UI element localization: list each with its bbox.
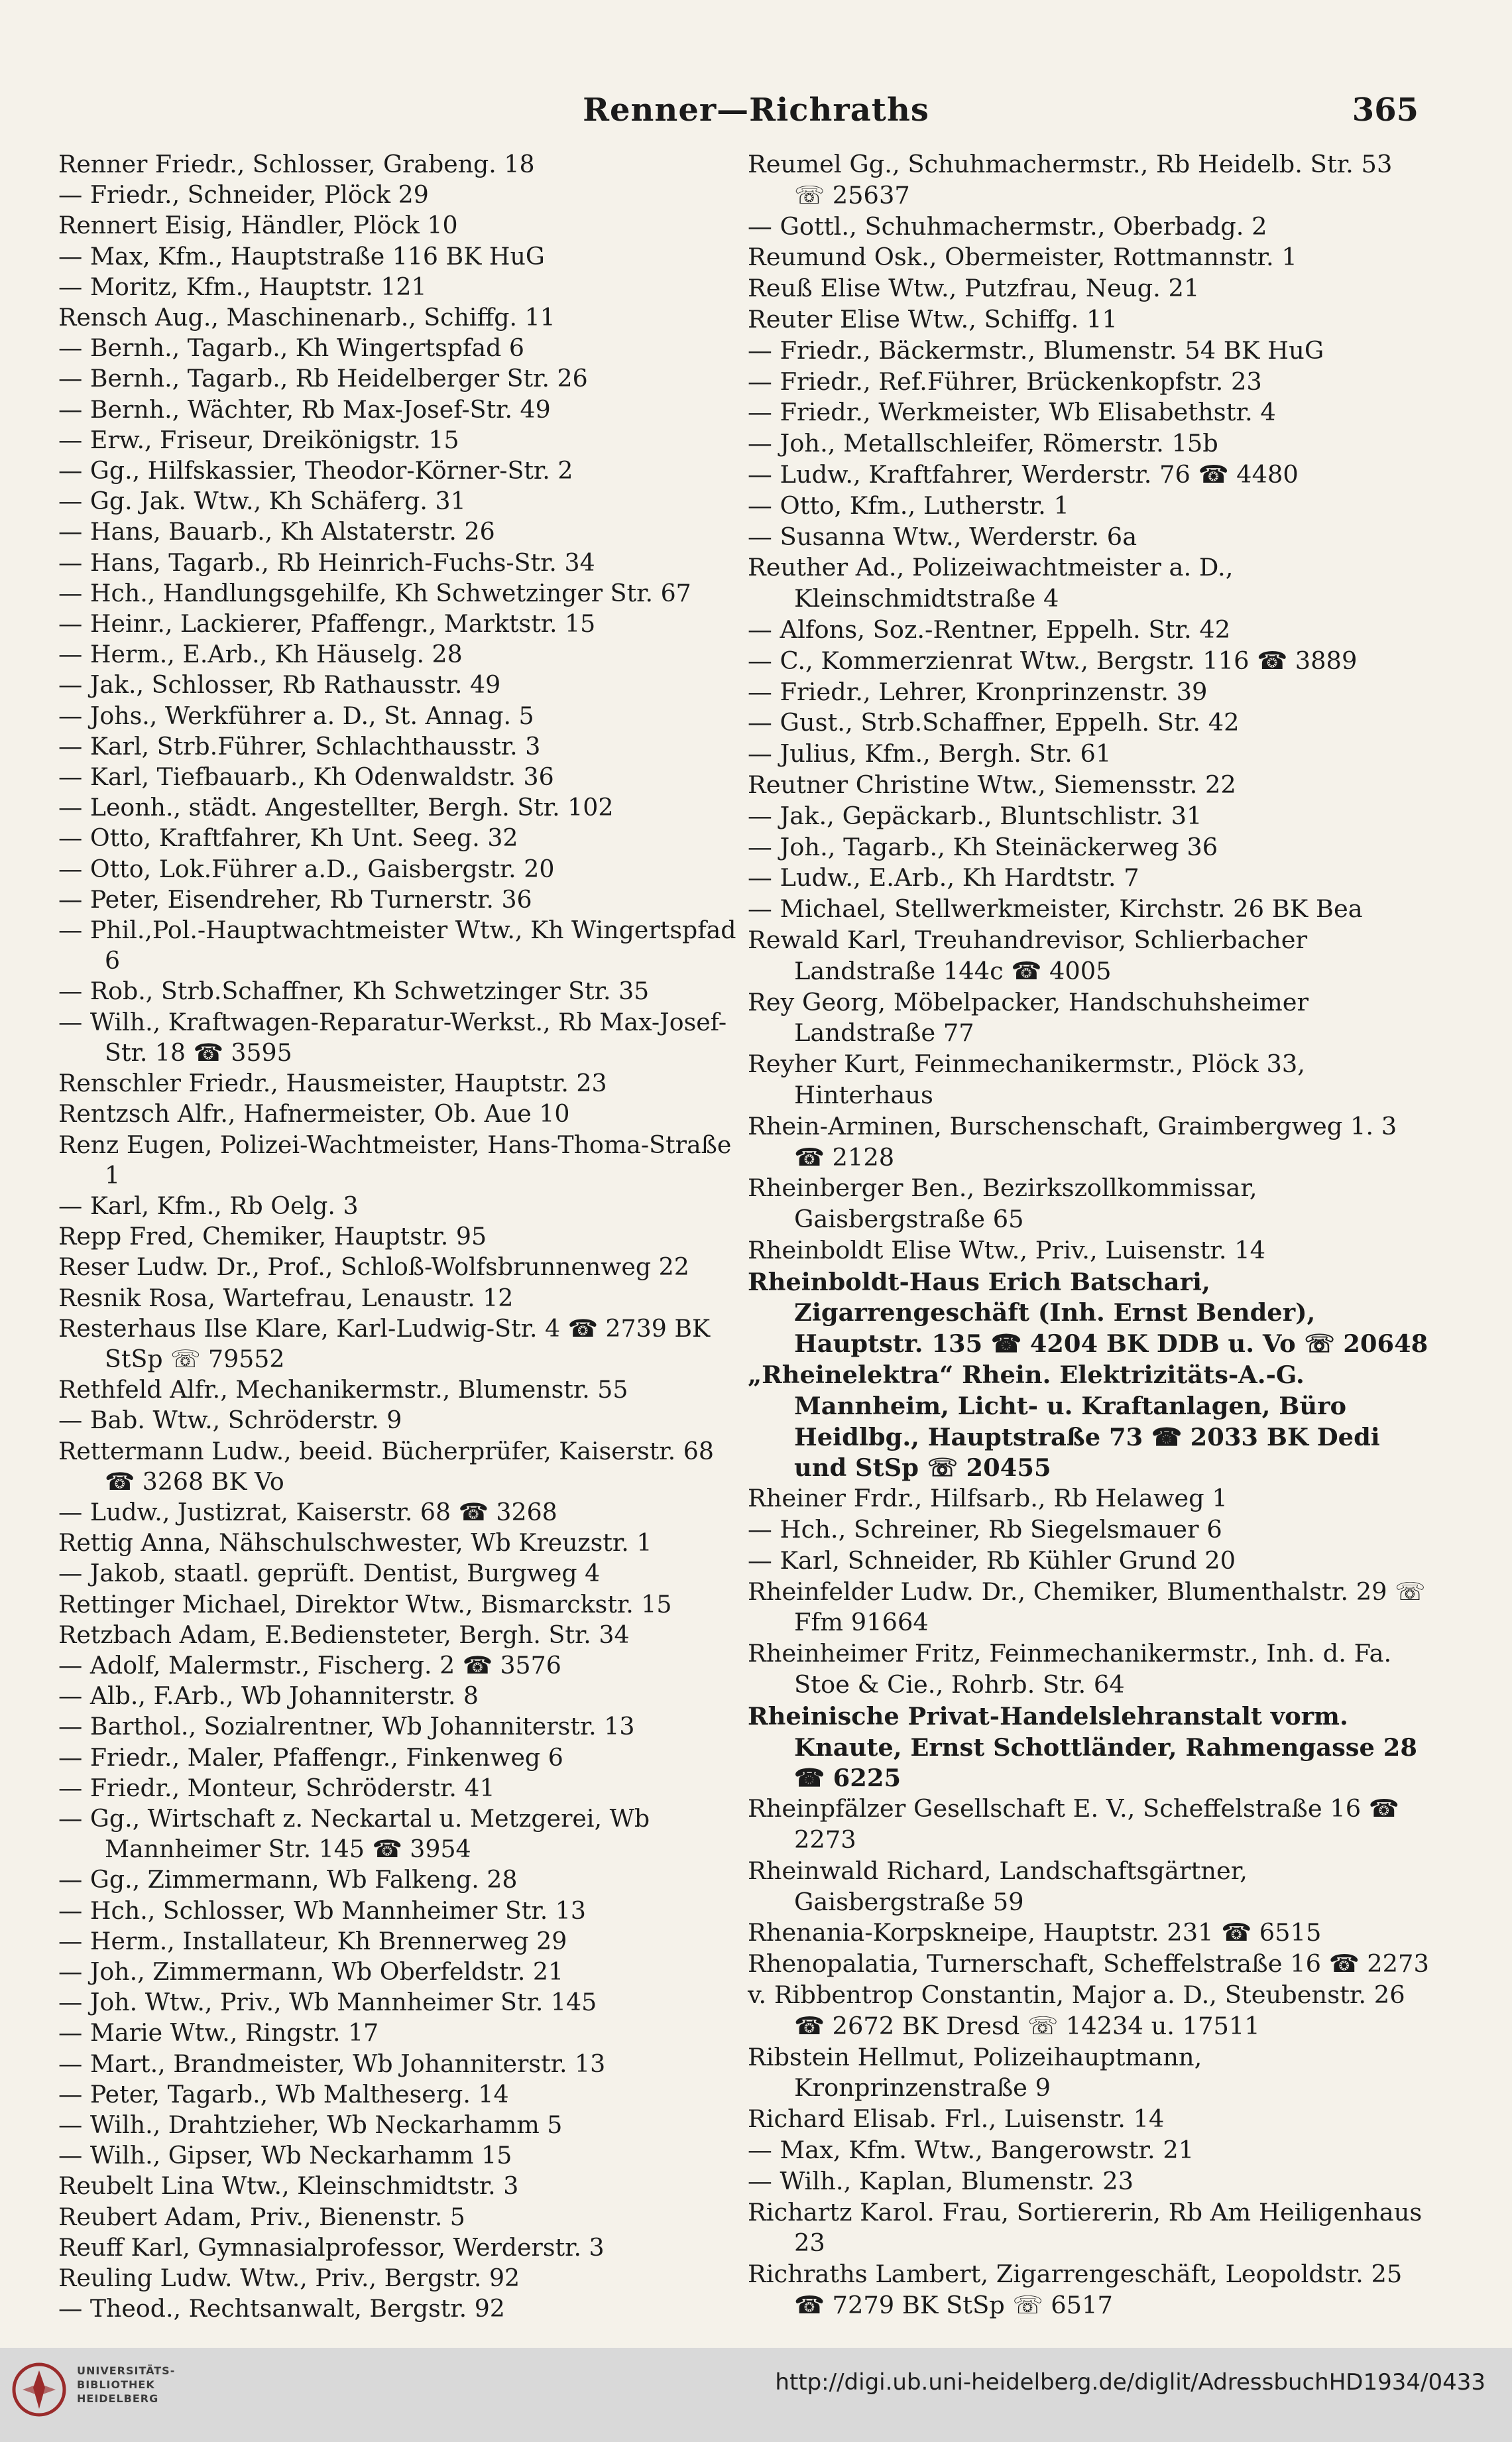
- directory-entry: Rettig Anna, Nähschulschwester, Wb Kreuzstr. 1: [58, 1528, 652, 1557]
- directory-entry: — Mart., Brandmeister, Wb Johanniterstr. 13: [58, 2049, 606, 2078]
- directory-entry: — Herm., Installateur, Kh Brennerweg 29: [58, 1926, 567, 1955]
- directory-entry: — Alb., F.Arb., Wb Johanniterstr. 8: [58, 1681, 479, 1711]
- directory-entry: — Hch., Schlosser, Wb Mannheimer Str. 13: [58, 1896, 586, 1925]
- directory-entry: — Alfons, Soz.-Rentner, Eppelh. Str. 42: [748, 615, 1231, 644]
- directory-entry: Resnik Rosa, Wartefrau, Lenaustr. 12: [58, 1283, 514, 1312]
- directory-entry: Rheiner Frdr., Hilfsarb., Rb Helaweg 1: [748, 1484, 1228, 1513]
- directory-entry: Richard Elisab. Frl., Luisenstr. 14: [748, 2105, 1165, 2134]
- directory-entry: — Marie Wtw., Ringstr. 17: [58, 2018, 379, 2047]
- directory-entry: Reuter Elise Wtw., Schiffg. 11: [748, 304, 1118, 334]
- logo-line-1: UNIVERSITÄTS-: [77, 2364, 176, 2377]
- directory-entry: — Moritz, Kfm., Hauptstr. 121: [58, 272, 427, 301]
- directory-entry: — Karl, Kfm., Rb Oelg. 3: [58, 1191, 359, 1220]
- directory-entry: Richraths Lambert, Zigarrengeschäft, Leopoldstr. 25 ☎ 7279 BK StSp ☏ 6517: [748, 2260, 1403, 2319]
- directory-entry: Rennert Eisig, Händler, Plöck 10: [58, 211, 458, 240]
- directory-entry: Repp Fred, Chemiker, Hauptstr. 95: [58, 1222, 487, 1251]
- directory-entry: Reser Ludw. Dr., Prof., Schloß-Wolfsbrunnenweg 22: [58, 1252, 689, 1282]
- directory-entry: Reuff Karl, Gymnasialprofessor, Werderstr. 3: [58, 2232, 605, 2262]
- directory-entry: — Hch., Handlungsgehilfe, Kh Schwetzinger Str. 67: [58, 578, 691, 607]
- left-column: [58, 149, 741, 2324]
- directory-entry: — Wilh., Kraftwagen-Reparatur-Werkst., Rb Max-Josef-Str. 18 ☎ 3595: [58, 1007, 727, 1067]
- directory-entry: — Peter, Tagarb., Wb Maltheserg. 14: [58, 2079, 509, 2108]
- directory-entry: Rhenania-Korpskneipe, Hauptstr. 231 ☎ 6515: [748, 1918, 1322, 1947]
- directory-entry: Rheinboldt-Haus Erich Batschari, Zigarrengeschäft (Inh. Ernst Bender), Hauptstr. 135 ☎ 4204 BK DDB u. Vo ☏ 20648: [748, 1266, 1428, 1359]
- directory-entry: Rhenopalatia, Turnerschaft, Scheffelstraße 16 ☎ 2273: [748, 1949, 1429, 1979]
- directory-entry: — Erw., Friseur, Dreikönigstr. 15: [58, 425, 459, 454]
- directory-entry: — Ludw., Justizrat, Kaiserstr. 68 ☎ 3268: [58, 1497, 557, 1526]
- library-seal-icon: [11, 2361, 68, 2418]
- directory-entry: — Wilh., Kaplan, Blumenstr. 23: [748, 2166, 1134, 2195]
- directory-entry: Rheinfelder Ludw. Dr., Chemiker, Blumenthalstr. 29 ☏ Ffm 91664: [748, 1577, 1426, 1637]
- right-column: [748, 149, 1430, 2321]
- directory-entry: Renz Eugen, Polizei-Wachtmeister, Hans-Thoma-Straße 1: [58, 1130, 732, 1190]
- directory-entry: — Joh., Zimmermann, Wb Oberfeldstr. 21: [58, 1957, 564, 1986]
- directory-entry: — Friedr., Lehrer, Kronprinzenstr. 39: [748, 677, 1208, 706]
- directory-entry: — Phil.,Pol.-Hauptwachtmeister Wtw., Kh Wingertspfad 6: [58, 916, 736, 975]
- directory-entry: — C., Kommerzienrat Wtw., Bergstr. 116 ☎ 3889: [748, 646, 1358, 675]
- directory-entry: — Joh., Metallschleifer, Römerstr. 15b: [748, 429, 1218, 458]
- directory-entry: — Herm., E.Arb., Kh Häuselg. 28: [58, 640, 463, 669]
- source-url-link[interactable]: http://digi.ub.uni-heidelberg.de/diglit/AdressbuchHD1934/0433: [775, 2369, 1485, 2396]
- page-title: Renner—Richraths: [583, 92, 929, 129]
- directory-entry: Reuther Ad., Polizeiwachtmeister a. D., Kleinschmidtstraße 4: [748, 553, 1234, 613]
- directory-entry: — Jak., Schlosser, Rb Rathausstr. 49: [58, 670, 501, 700]
- directory-entry: Reubert Adam, Priv., Bienenstr. 5: [58, 2202, 465, 2231]
- directory-entry: Rensch Aug., Maschinenarb., Schiffg. 11: [58, 303, 555, 332]
- directory-entry: Reumel Gg., Schuhmachermstr., Rb Heidelb. Str. 53 ☏ 25637: [748, 150, 1393, 210]
- directory-entry: — Peter, Eisendreher, Rb Turnerstr. 36: [58, 885, 532, 914]
- directory-entry: — Ludw., E.Arb., Kh Hardtstr. 7: [748, 863, 1139, 892]
- logo-line-2: BIBLIOTHEK: [77, 2378, 155, 2391]
- directory-entry: — Jak., Gepäckarb., Bluntschlistr. 31: [748, 801, 1202, 830]
- directory-entry: Rheinpfälzer Gesellschaft E. V., Scheffelstraße 16 ☎ 2273: [748, 1794, 1399, 1855]
- directory-entry: Rheinberger Ben., Bezirkszollkommissar, Gaisbergstraße 65: [748, 1174, 1257, 1234]
- directory-entry: — Julius, Kfm., Bergh. Str. 61: [748, 739, 1112, 768]
- directory-entry: — Karl, Tiefbauarb., Kh Odenwaldstr. 36: [58, 763, 554, 792]
- footer-bar: [0, 2348, 1512, 2442]
- directory-entry: v. Ribbentrop Constantin, Major a. D., Steubenstr. 26 ☎ 2672 BK Dresd ☏ 14234 u. 17511: [748, 1981, 1405, 2040]
- directory-entry: — Max, Kfm., Hauptstraße 116 BK HuG: [58, 241, 545, 271]
- directory-entry: — Bernh., Tagarb., Kh Wingertspfad 6: [58, 334, 524, 363]
- directory-entry: Rethfeld Alfr., Mechanikermstr., Blumenstr. 55: [58, 1375, 628, 1404]
- directory-entry: Reutner Christine Wtw., Siemensstr. 22: [748, 770, 1236, 799]
- directory-entry: Rheinische Privat-Handelslehranstalt vorm. Knaute, Ernst Schottländer, Rahmengasse 28 ☎ 6225: [748, 1701, 1417, 1793]
- library-logo-text: [77, 2364, 175, 2406]
- directory-entry: — Bernh., Wächter, Rb Max-Josef-Str. 49: [58, 395, 551, 424]
- directory-entry: Reubelt Lina Wtw., Kleinschmidtstr. 3: [58, 2171, 519, 2201]
- directory-entry: Rey Georg, Möbelpacker, Handschuhsheimer Landstraße 77: [748, 987, 1309, 1048]
- directory-entry: — Friedr., Monteur, Schröderstr. 41: [58, 1773, 495, 1802]
- directory-entry: Rheinboldt Elise Wtw., Priv., Luisenstr. 14: [748, 1235, 1266, 1264]
- directory-entry: — Bernh., Tagarb., Rb Heidelberger Str. 26: [58, 364, 588, 393]
- directory-entry: Reuß Elise Wtw., Putzfrau, Neug. 21: [748, 274, 1200, 303]
- directory-entry: Rheinwald Richard, Landschaftsgärtner, Gaisbergstraße 59: [748, 1856, 1248, 1916]
- directory-entry: — Karl, Schneider, Rb Kühler Grund 20: [748, 1546, 1236, 1575]
- directory-entry: — Rob., Strb.Schaffner, Kh Schwetzinger Str. 35: [58, 977, 650, 1006]
- directory-entry: — Hans, Tagarb., Rb Heinrich-Fuchs-Str. 34: [58, 548, 595, 577]
- directory-entry: Rettermann Ludw., beeid. Bücherprüfer, Kaiserstr. 68 ☎ 3268 BK Vo: [58, 1436, 714, 1496]
- directory-entry: — Leonh., städt. Angestellter, Bergh. Str. 102: [58, 793, 614, 822]
- directory-entry: Reyher Kurt, Feinmechanikermstr., Plöck 33, Hinterhaus: [748, 1050, 1305, 1109]
- directory-entry: Resterhaus Ilse Klare, Karl-Ludwig-Str. 4 ☎ 2739 BK StSp ☏ 79552: [58, 1313, 711, 1373]
- directory-entry: — Friedr., Schneider, Plöck 29: [58, 180, 429, 210]
- directory-entry: — Barthol., Sozialrentner, Wb Johanniterstr. 13: [58, 1712, 635, 1741]
- directory-entry: — Gg., Hilfskassier, Theodor-Körner-Str. 2: [58, 456, 573, 485]
- directory-entry: — Friedr., Bäckermstr., Blumenstr. 54 BK HuG: [748, 336, 1324, 365]
- directory-entry: Renner Friedr., Schlosser, Grabeng. 18: [58, 150, 535, 178]
- directory-entry: — Hch., Schreiner, Rb Siegelsmauer 6: [748, 1515, 1222, 1544]
- directory-entry: Renschler Friedr., Hausmeister, Hauptstr. 23: [58, 1069, 607, 1098]
- directory-entry: — Friedr., Werkmeister, Wb Elisabethstr. 4: [748, 398, 1276, 427]
- directory-entry: — Otto, Kfm., Lutherstr. 1: [748, 491, 1069, 520]
- directory-entry: Ribstein Hellmut, Polizeihauptmann, Kronprinzenstraße 9: [748, 2042, 1202, 2103]
- directory-entry: — Jakob, staatl. geprüft. Dentist, Burgweg 4: [58, 1559, 601, 1588]
- directory-entry: Richartz Karol. Frau, Sortiererin, Rb Am Heiligenhaus 23: [748, 2197, 1423, 2258]
- directory-entry: Rewald Karl, Treuhandrevisor, Schlierbacher Landstraße 144c ☎ 4005: [748, 925, 1308, 985]
- directory-entry: — Adolf, Malermstr., Fischerg. 2 ☎ 3576: [58, 1650, 561, 1679]
- directory-entry: — Karl, Strb.Führer, Schlachthausstr. 3: [58, 731, 541, 761]
- directory-entry: — Joh. Wtw., Priv., Wb Mannheimer Str. 145: [58, 1988, 597, 2017]
- directory-entry: — Gust., Strb.Schaffner, Eppelh. Str. 42: [748, 708, 1240, 737]
- directory-entry: Reuling Ludw. Wtw., Priv., Bergstr. 92: [58, 2264, 520, 2293]
- directory-entry: Rettinger Michael, Direktor Wtw., Bismarckstr. 15: [58, 1589, 672, 1618]
- directory-entry: — Hans, Bauarb., Kh Alstaterstr. 26: [58, 517, 495, 546]
- directory-entry: Retzbach Adam, E.Bediensteter, Bergh. Str. 34: [58, 1620, 630, 1649]
- directory-entry: — Wilh., Gipser, Wb Neckarhamm 15: [58, 2141, 512, 2170]
- library-logo: [5, 2354, 176, 2429]
- directory-entry: — Otto, Kraftfahrer, Kh Unt. Seeg. 32: [58, 824, 518, 853]
- directory-entry: — Gg., Zimmermann, Wb Falkeng. 28: [58, 1865, 518, 1894]
- directory-entry: — Heinr., Lackierer, Pfaffengr., Marktstr. 15: [58, 609, 596, 639]
- running-head: [0, 92, 1512, 138]
- directory-entry: Reumund Osk., Obermeister, Rottmannstr. 1: [748, 243, 1297, 272]
- directory-entry: — Ludw., Kraftfahrer, Werderstr. 76 ☎ 4480: [748, 459, 1299, 489]
- directory-entry: Rheinheimer Fritz, Feinmechanikermstr., Inh. d. Fa. Stoe & Cie., Rohrb. Str. 64: [748, 1639, 1392, 1699]
- directory-entry: — Friedr., Maler, Pfaffengr., Finkenweg 6: [58, 1742, 563, 1772]
- directory-entry: — Gg. Jak. Wtw., Kh Schäferg. 31: [58, 487, 466, 516]
- directory-entry: — Johs., Werkführer a. D., St. Annag. 5: [58, 701, 534, 730]
- directory-entry: — Otto, Lok.Führer a.D., Gaisbergstr. 20: [58, 854, 555, 883]
- directory-entry: — Max, Kfm. Wtw., Bangerowstr. 21: [748, 2136, 1194, 2164]
- directory-entry: — Susanna Wtw., Werderstr. 6a: [748, 522, 1137, 551]
- page-number: 365: [1352, 92, 1419, 129]
- directory-entry: — Gg., Wirtschaft z. Neckartal u. Metzgerei, Wb Mannheimer Str. 145 ☎ 3954: [58, 1803, 650, 1864]
- directory-entry: — Friedr., Ref.Führer, Brückenkopfstr. 23: [748, 367, 1262, 396]
- logo-line-3: HEIDELBERG: [77, 2392, 159, 2405]
- directory-entry: — Michael, Stellwerkmeister, Kirchstr. 26 BK Bea: [748, 894, 1363, 924]
- directory-entry: — Bab. Wtw., Schröderstr. 9: [58, 1406, 402, 1435]
- directory-entry: Rhein-Arminen, Burschenschaft, Graimbergweg 1. 3 ☎ 2128: [748, 1111, 1397, 1172]
- directory-entry: „Rheinelektra“ Rhein. Elektrizitäts-A.-G. Mannheim, Licht- u. Kraftanlagen, Büro Heidlbg., Hauptstraße 73 ☎ 2033 BK Dedi und StSp ☏ 20455: [748, 1360, 1380, 1483]
- directory-entry: — Gottl., Schuhmachermstr., Oberbadg. 2: [748, 212, 1267, 241]
- directory-entry: — Theod., Rechtsanwalt, Bergstr. 92: [58, 2294, 505, 2323]
- directory-entry: Rentzsch Alfr., Hafnermeister, Ob. Aue 10: [58, 1099, 570, 1129]
- directory-entry: — Joh., Tagarb., Kh Steinäckerweg 36: [748, 832, 1218, 861]
- directory-entry: — Wilh., Drahtzieher, Wb Neckarhamm 5: [58, 2110, 563, 2139]
